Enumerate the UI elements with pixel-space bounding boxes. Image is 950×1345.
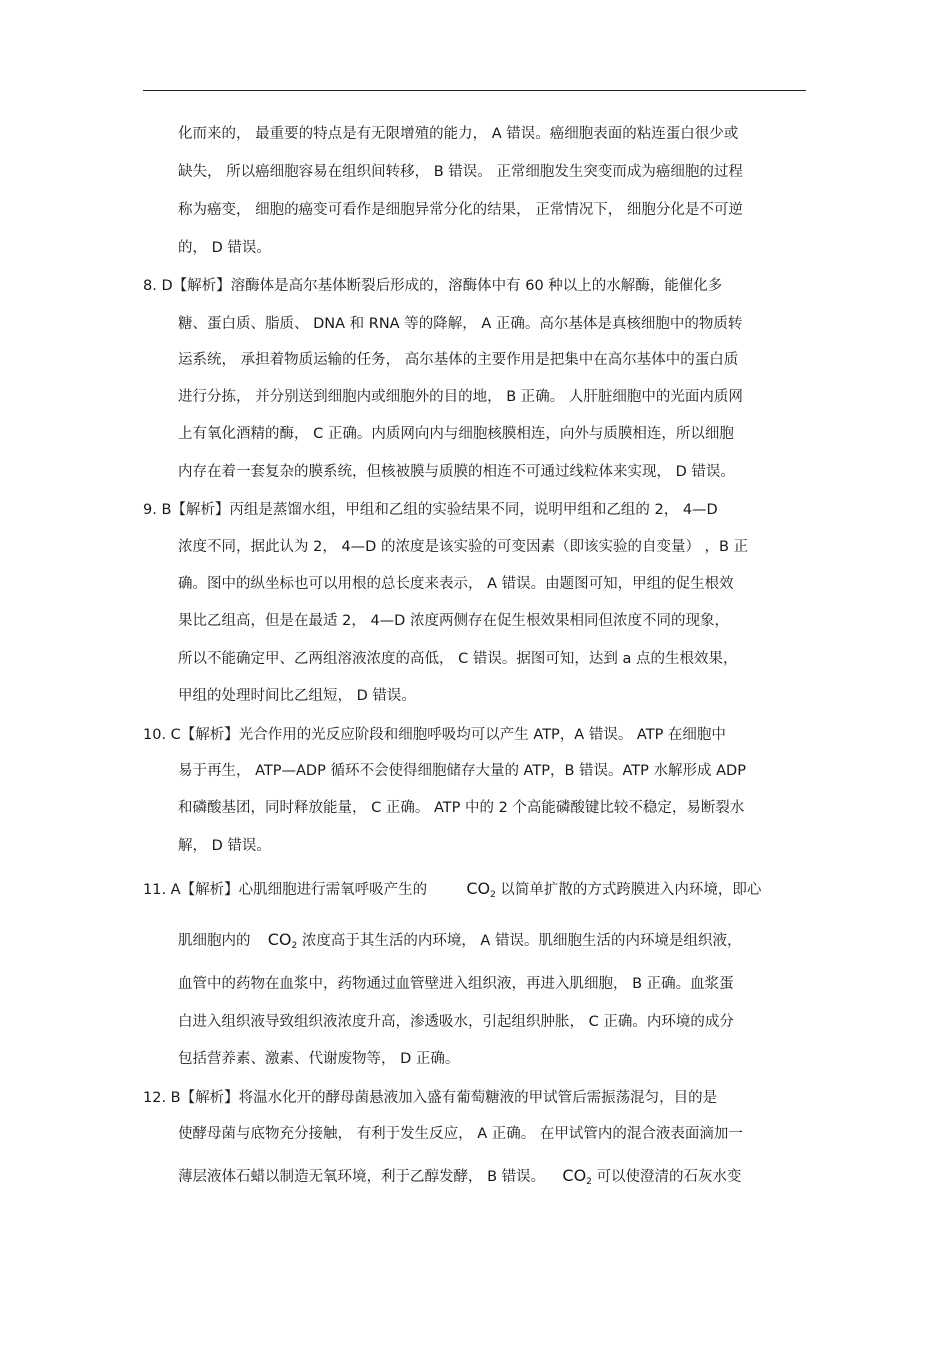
text-line: 所以不能确定甲、乙两组溶液浓度的高低， C 错误。据图可知，达到 a 点的生根效果， <box>178 651 738 667</box>
text-segment: 薄层液体石蜡以制造无氧环境，利于乙醇发酵， B 错误。 <box>178 1169 546 1185</box>
text-segment: 肌细胞内的 <box>178 933 251 949</box>
text-segment: 浓度高于其生活的内环境， A 错误。肌细胞生活的内环境是组织液， <box>301 933 742 949</box>
text-line: 的， D 错误。 <box>178 240 271 256</box>
text-line: 白进入组织液导致组织液浓度升高，渗透吸水，引起组织肿胀， C 正确。内环境的成分 <box>178 1014 734 1030</box>
text-line: 运系统， 承担着物质运输的任务， 高尔基体的主要作用是把集中在高尔基体中的蛋白质 <box>178 352 739 368</box>
text-line: 解， D 错误。 <box>178 838 271 854</box>
co2-formula: $CO_2$ <box>267 930 298 951</box>
item-12-line: 12. B【解析】将温水化开的酵母菌悬液加入盛有葡萄糖液的甲试管后需振荡混匀，目的是 <box>143 1090 718 1106</box>
text-line: 血管中的药物在血浆中，药物通过血管壁进入组织液，再进入肌细胞， B 正确。血浆蛋 <box>178 976 734 992</box>
text-line <box>178 1166 742 1192</box>
header-rule <box>143 90 806 91</box>
text-line: 和磷酸基团，同时释放能量， C 正确。 ATP 中的 2 个高能磷酸键比较不稳定，易断裂水 <box>178 800 745 816</box>
text-line: 包括营养素、激素、代谢废物等， D 正确。 <box>178 1051 460 1067</box>
text-line: 确。图中的纵坐标也可以用根的总长度来表示， A 错误。由题图可知，甲组的促生根效 <box>178 576 734 592</box>
text-line <box>178 930 741 956</box>
co2-formula: $CO_2$ <box>562 1166 592 1187</box>
text-line: 进行分拣， 并分别送到细胞内或细胞外的目的地， B 正确。 人肝脏细胞中的光面内质网 <box>178 389 743 405</box>
text-line: 甲组的处理时间比乙组短， D 错误。 <box>178 688 416 704</box>
text-line: 称为癌变， 细胞的癌变可看作是细胞异常分化的结果， 正常情况下， 细胞分化是不可逆 <box>178 202 743 218</box>
text-line: 果比乙组高，但是在最适 2， 4—D 浓度两侧存在促生根效果相同但浓度不同的现象， <box>178 613 729 629</box>
item-9-line: 9. B【解析】丙组是蒸馏水组，甲组和乙组的实验结果不同，说明甲组和乙组的 2， 4—D <box>143 502 718 518</box>
text-segment: 以简单扩散的方式跨膜进入内环境，即心 <box>500 882 762 898</box>
text-line: 内存在着一套复杂的膜系统，但核被膜与质膜的相连不可通过线粒体来实现， D 错误。 <box>178 464 735 480</box>
text-line: 使酵母菌与底物充分接触， 有利于发生反应， A 正确。 在甲试管内的混合液表面滴加一 <box>178 1126 743 1142</box>
co2-formula: $CO_2$ <box>466 879 496 900</box>
text-line: 浓度不同，据此认为 2， 4—D 的浓度是该实验的可变因素（即该实验的自变量） ，B 正 <box>178 539 749 555</box>
item-8-line: 8. D【解析】溶酶体是高尔基体断裂后形成的，溶酶体中有 60 种以上的水解酶，能催化多 <box>143 278 723 294</box>
text-line: 缺失， 所以癌细胞容易在组织间转移， B 错误。 正常细胞发生突变而成为癌细胞的过程 <box>178 164 743 180</box>
text-segment: 可以使澄清的石灰水变 <box>596 1169 742 1185</box>
text-line: 上有氧化酒精的酶， C 正确。内质网向内与细胞核膜相连，向外与质膜相连，所以细胞 <box>178 426 734 442</box>
item-11-line <box>143 879 761 905</box>
item-10-line: 10. C【解析】光合作用的光反应阶段和细胞呼吸均可以产生 ATP，A 错误。 ATP 在细胞中 <box>143 727 726 743</box>
text-line: 糖、蛋白质、脂质、 DNA 和 RNA 等的降解， A 正确。高尔基体是真核细胞中的物质转 <box>178 316 743 332</box>
text-line: 易于再生， ATP—ADP 循环不会使得细胞储存大量的 ATP，B 错误。ATP 水解形成 ADP <box>178 763 746 779</box>
text-line: 化而来的， 最重要的特点是有无限增殖的能力， A 错误。癌细胞表面的粘连蛋白很少或 <box>178 126 739 142</box>
text-segment: 11. A【解析】心肌细胞进行需氧呼吸产生的 <box>143 882 428 898</box>
